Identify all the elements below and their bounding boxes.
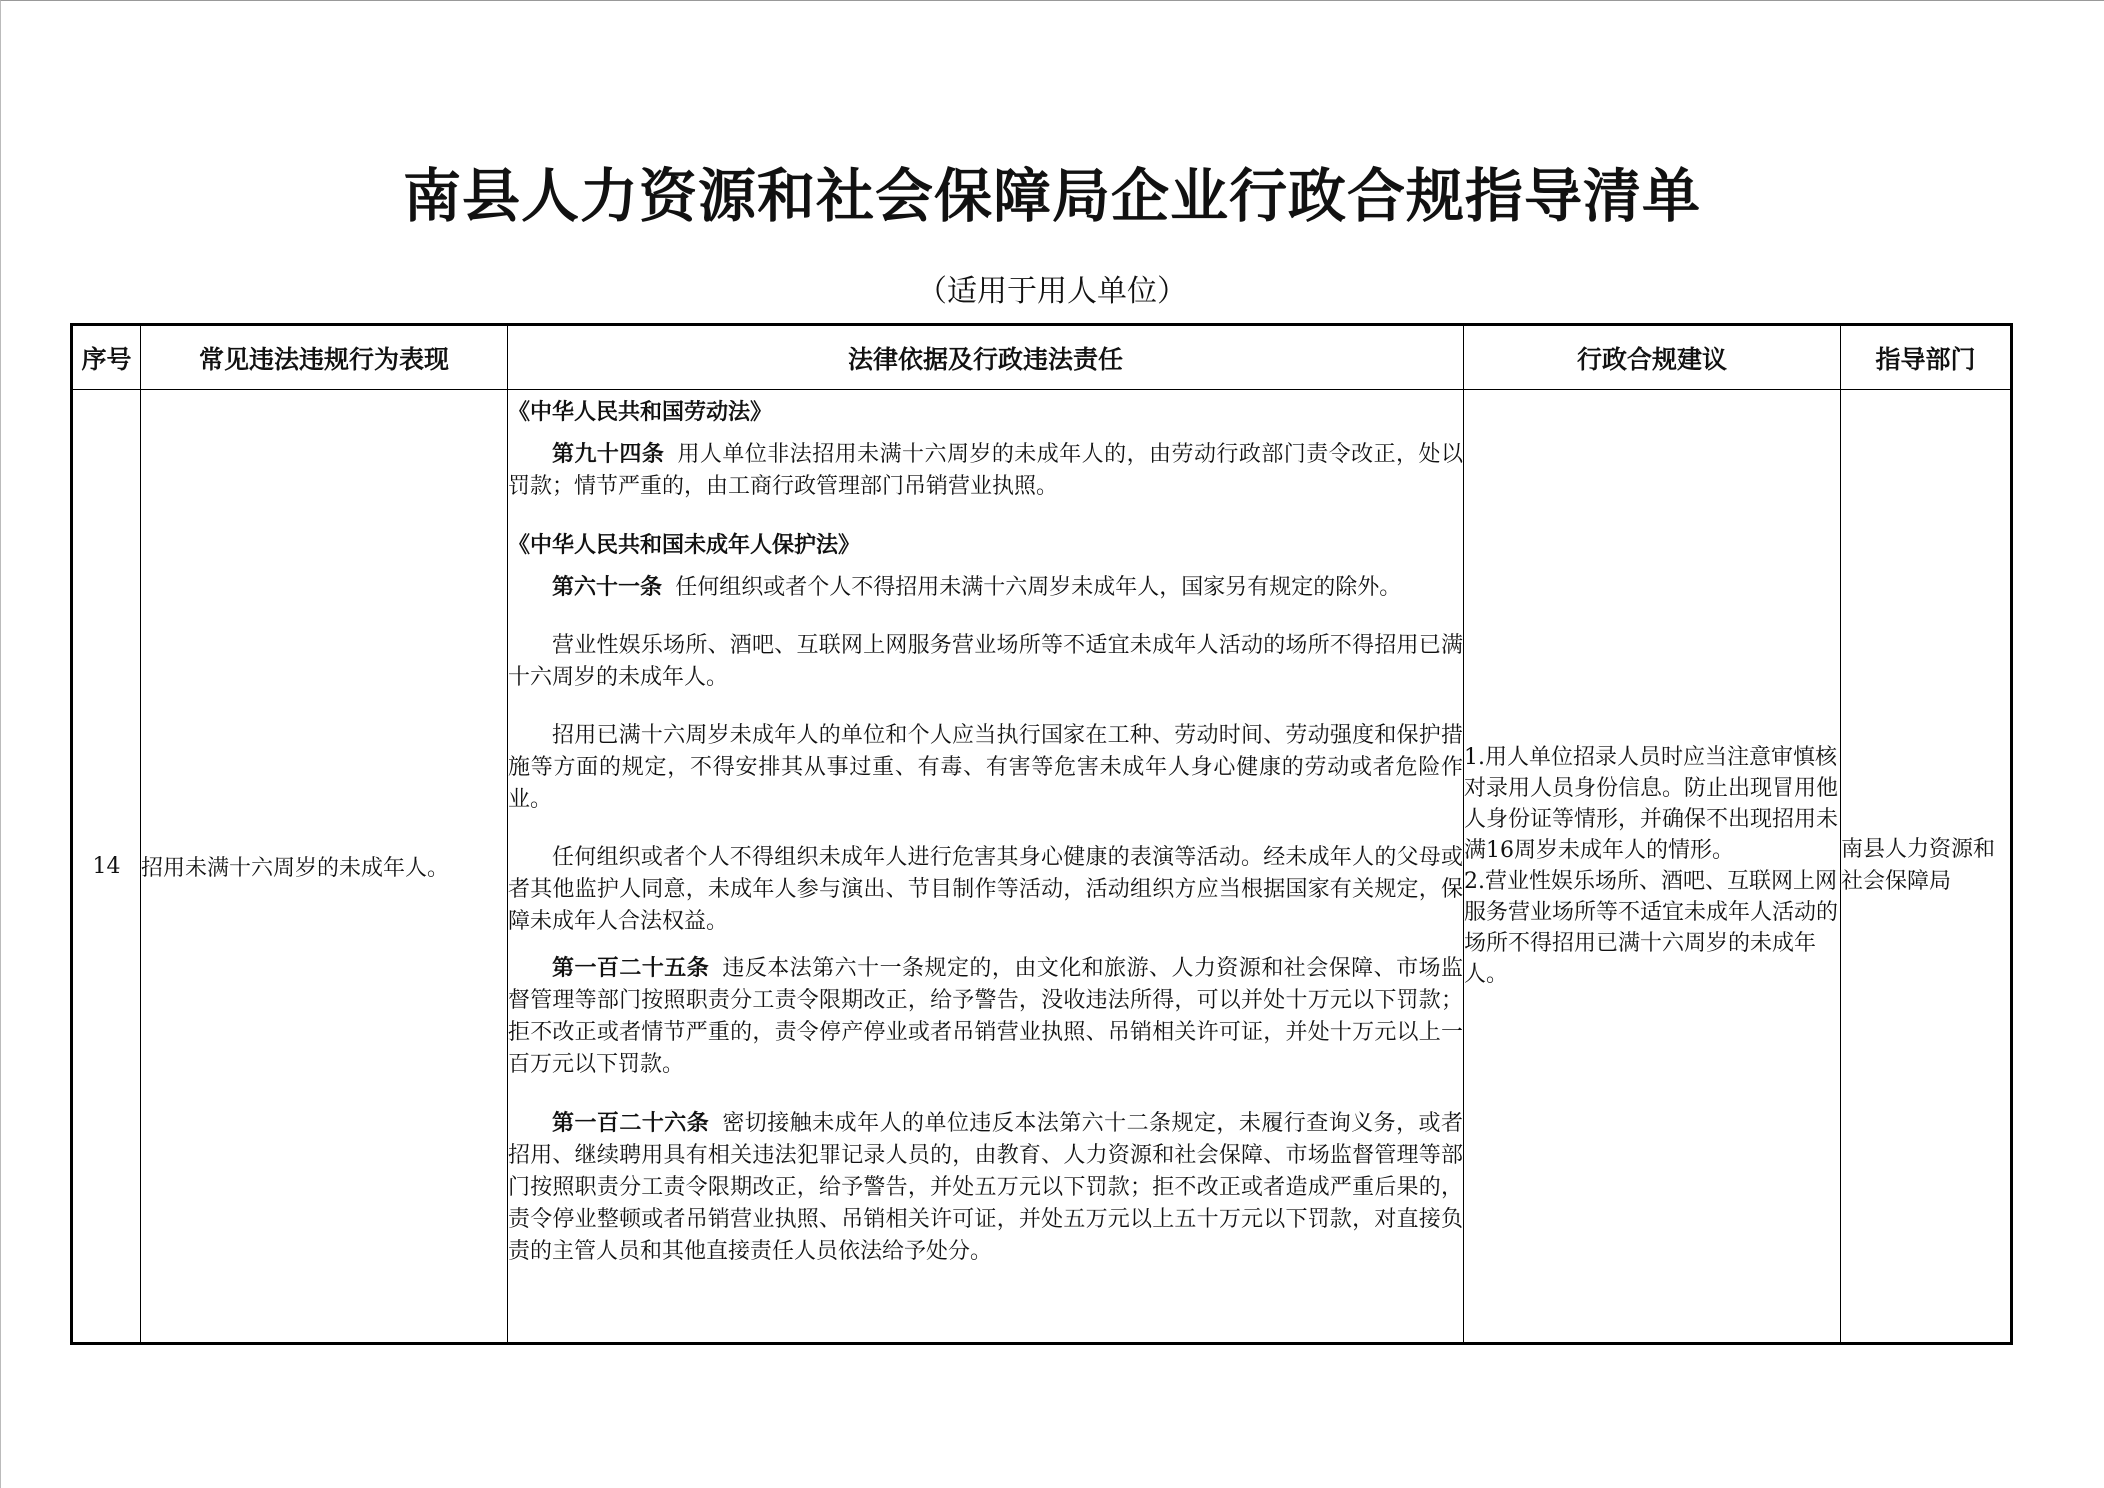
legal-paragraph: 营业性娱乐场所、酒吧、互联网上网服务营业场所等不适宜未成年人活动的场所不得招用已满十六周岁的未成年人。 <box>508 633 1463 690</box>
cell-seq: 14 <box>72 390 141 1344</box>
cell-dept: 南县人力资源和社会保障局 <box>1841 390 2012 1344</box>
advice-item: 2.营业性娱乐场所、酒吧、互联网上网服务营业场所等不适宜未成年人活动的场所不得招用已满十六周岁的未成年人。 <box>1464 869 1839 987</box>
legal-paragraph: 任何组织或者个人不得组织未成年人进行危害其身心健康的表演等活动。经未成年人的父母或者其他监护人同意，未成年人参与演出、节目制作等活动，活动组织方应当根据国家有关规定，保障未成年人合法权益。 <box>508 845 1463 934</box>
table-row <box>72 390 2012 1344</box>
law-title-labor-law: 《中华人民共和国劳动法》 <box>508 399 773 425</box>
article-number: 第九十四条 <box>552 441 665 467</box>
document-subtitle: （适用于用人单位） <box>917 274 1187 309</box>
header-seq: 序号 <box>72 325 141 390</box>
legal-paragraph <box>508 952 1463 1081</box>
article-text: 任何组织或者个人不得招用未满十六周岁未成年人，国家另有规定的除外。 <box>675 575 1402 600</box>
cell-legal <box>508 390 1464 1344</box>
legal-paragraph <box>508 571 1463 604</box>
legal-paragraph: 招用已满十六周岁未成年人的单位和个人应当执行国家在工种、劳动时间、劳动强度和保护措施等方面的规定，不得安排其从事过重、有毒、有害等危害未成年人身心健康的劳动或者危险作业。 <box>508 723 1463 812</box>
table-header-row <box>72 325 2012 390</box>
article-number: 第一百二十六条 <box>552 1110 710 1136</box>
article-number: 第六十一条 <box>552 574 663 600</box>
legal-paragraph <box>508 438 1463 503</box>
article-number: 第一百二十五条 <box>552 955 710 981</box>
article-text: 用人单位非法招用未满十六周岁的未成年人的，由劳动行政部门责令改正，处以罚款；情节严重的，由工商行政管理部门吊销营业执照。 <box>508 442 1463 499</box>
law-title-minor-protection-law: 《中华人民共和国未成年人保护法》 <box>508 532 861 558</box>
compliance-table <box>70 323 2013 1345</box>
header-behavior: 常见违法违规行为表现 <box>141 325 508 390</box>
header-legal: 法律依据及行政违法责任 <box>508 325 1464 390</box>
cell-behavior: 招用未满十六周岁的未成年人。 <box>141 390 508 1344</box>
article-text: 违反本法第六十一条规定的，由文化和旅游、人力资源和社会保障、市场监督管理等部门按照职责分工责令限期改正，给予警告，没收违法所得，可以并处十万元以下罚款；拒不改正或者情节严重的，责令停产停业或者吊销营业执照、吊销相关许可证，并处十万元以上一百万元以下罚款。 <box>508 956 1463 1077</box>
header-advice: 行政合规建议 <box>1464 325 1841 390</box>
cell-advice <box>1464 390 1841 1344</box>
document-title: 南县人力资源和社会保障局企业行政合规指导清单 <box>402 162 1701 230</box>
article-text: 密切接触未成年人的单位违反本法第六十二条规定，未履行查询义务，或者招用、继续聘用具有相关违法犯罪记录人员的，由教育、人力资源和社会保障、市场监督管理等部门按照职责分工责令限期改正，给予警告，并处五万元以下罚款；拒不改正或者造成严重后果的，责令停业整顿或者吊销营业执照、吊销相关许可证，并处五万元以上五十万元以下罚款，对直接负责的主管人员和其他直接责任人员依法给予处分。 <box>508 1111 1463 1264</box>
advice-item: 1.用人单位招录人员时应当注意审慎核对录用人员身份信息。防止出现冒用他人身份证等情形，并确保不出现招用未满16周岁未成年人的情形。 <box>1464 745 1839 863</box>
legal-paragraph <box>508 1107 1463 1268</box>
header-dept: 指导部门 <box>1841 325 2012 390</box>
